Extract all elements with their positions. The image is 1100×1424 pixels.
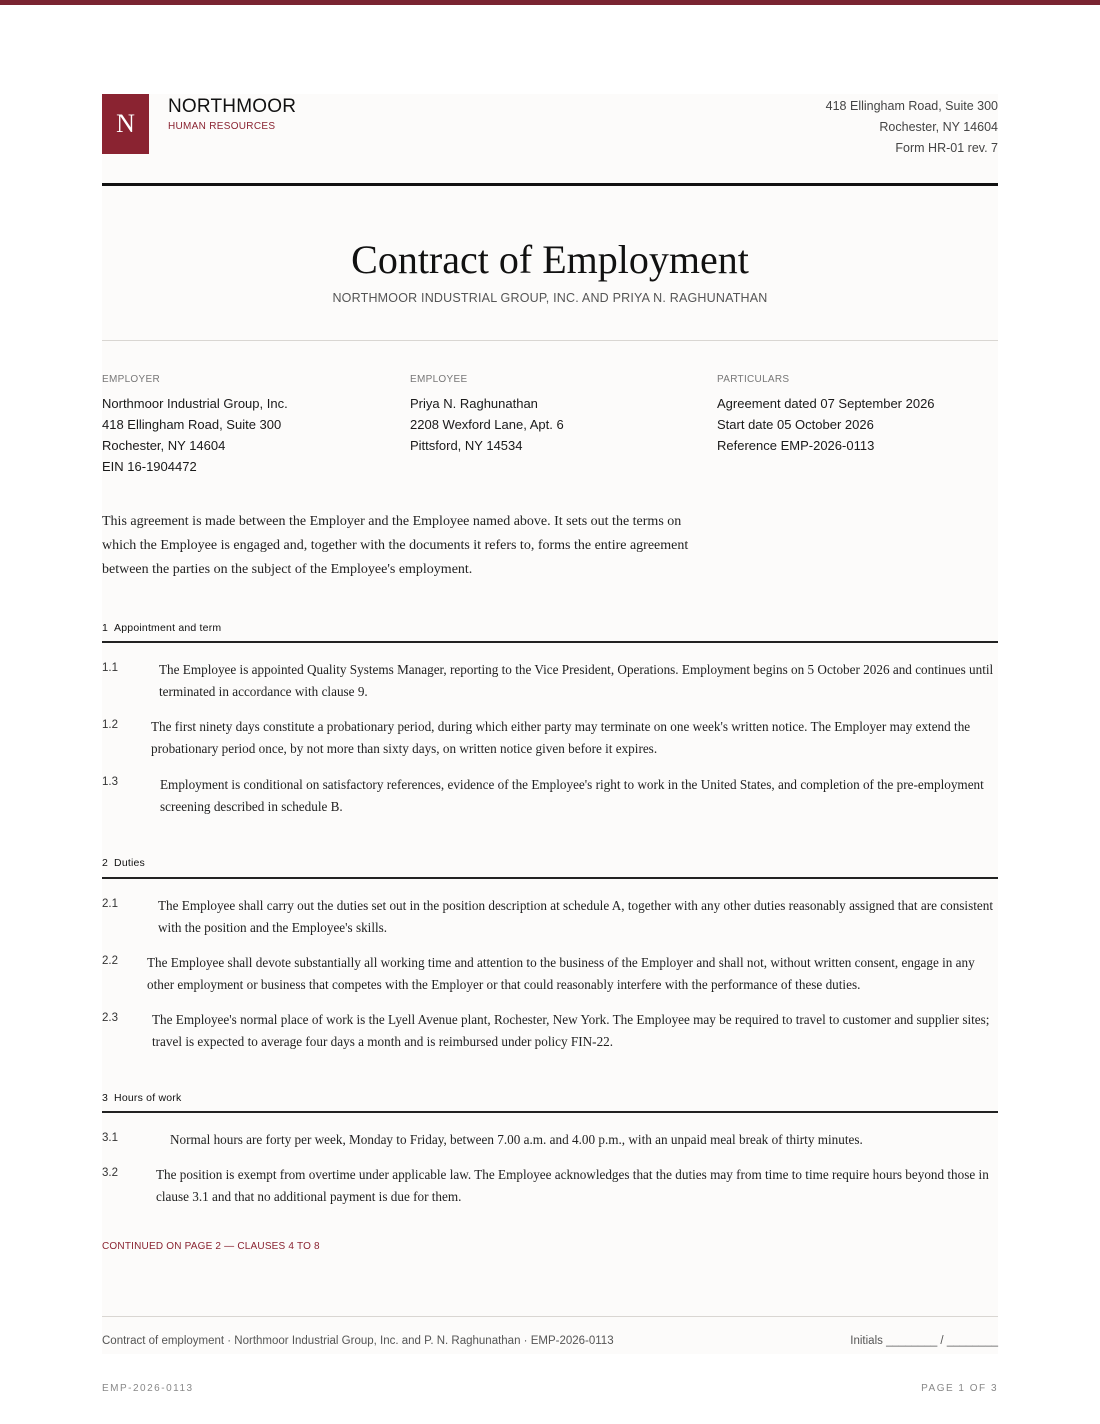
- employee-heading: EMPLOYEE: [410, 374, 468, 385]
- employer-line: EIN 16-1904472: [102, 459, 197, 474]
- section-heading: [102, 857, 151, 869]
- clause-number: 2.2: [102, 955, 118, 967]
- intro-paragraph: This agreement is made between the Employer and the Employee named above. It sets out the terms on which the Employee is engaged and, together with the documents it refers to, forms the entire agreement between the parties on the subject of the Employee's employment.: [102, 514, 689, 577]
- clause-text: The Employee shall devote substantially all working time and attention to the business of the Employer and shall not, without written consent, engage in any other employment or business that competes with the Employer or that could reasonably interfere with the performance of these duties.: [147, 955, 975, 992]
- document-reference: EMP-2026-0113: [102, 1383, 194, 1394]
- section-title: Hours of work: [114, 1092, 182, 1104]
- employee-line: 2208 Wexford Lane, Apt. 6: [410, 417, 564, 432]
- clause-number: 1.2: [102, 719, 118, 731]
- footer-divider: [102, 1316, 998, 1317]
- page-number: PAGE 1 OF 3: [921, 1383, 998, 1394]
- clause-text: The Employee shall carry out the duties set out in the position description at schedule A, together with any other duties reasonably assigned that are consistent with the position and the Employee's skills.: [158, 898, 993, 935]
- top-accent-bar: [0, 0, 1100, 5]
- header-address-line: 418 Ellingham Road, Suite 300: [825, 99, 998, 113]
- employee-line: Priya N. Raghunathan: [410, 396, 538, 411]
- employer-heading: EMPLOYER: [102, 374, 160, 385]
- employee-line: Pittsford, NY 14534: [410, 438, 523, 453]
- section-title: Duties: [114, 857, 146, 869]
- header-address-line: Rochester, NY 14604: [879, 120, 998, 134]
- company-name: NORTHMOOR: [168, 96, 297, 117]
- clause-text: The Employee is appointed Quality Systems Manager, reporting to the Vice President, Operations. Employment begins on 5 October 2026 and continues until terminated in accordance with clause 9.: [159, 662, 994, 699]
- section-rule: [102, 641, 998, 643]
- company-logo: N: [102, 94, 149, 154]
- divider: [102, 340, 998, 341]
- clause-text: Employment is conditional on satisfactory references, evidence of the Employee's right to work in the United States, and completion of the pre-employment screening described in schedule B.: [160, 777, 984, 814]
- employer-line: 418 Ellingham Road, Suite 300: [102, 417, 282, 432]
- clause-number: 1.3: [102, 776, 118, 788]
- header-rule: [102, 183, 998, 186]
- section-number: 2: [102, 857, 109, 869]
- clause-number: 2.3: [102, 1012, 118, 1024]
- clause-number: 3.2: [102, 1167, 118, 1179]
- section-number: 3: [102, 1092, 109, 1104]
- clause-text: Normal hours are forty per week, Monday to Friday, between 7.00 a.m. and 4.00 p.m., with an unpaid meal break of thirty minutes.: [170, 1132, 863, 1147]
- clause-text: The position is exempt from overtime under applicable law. The Employee acknowledges that the duties may from time to time require hours beyond those in clause 3.1 and that no additional payment is due for them.: [156, 1167, 989, 1204]
- section-rule: [102, 877, 998, 879]
- header-form-number: Form HR-01 rev. 7: [895, 141, 998, 155]
- clause-text: The first ninety days constitute a probationary period, during which either party may terminate on one week's written notice. The Employer may extend the probationary period once, by not more than sixty days, on written notice given before it expires.: [151, 719, 971, 756]
- employer-line: Rochester, NY 14604: [102, 438, 226, 453]
- clause-text: The Employee's normal place of work is the Lyell Avenue plant, Rochester, New York. The Employee may be required to travel to customer and supplier sites; travel is expected to average four days a month and is reimbursed under policy FIN-22.: [152, 1012, 990, 1049]
- clause-number: 3.1: [102, 1132, 118, 1144]
- particulars-line: Agreement dated 07 September 2026: [717, 396, 935, 411]
- section-heading: [102, 622, 227, 634]
- particulars-line: Start date 05 October 2026: [717, 417, 874, 432]
- initials-field[interactable]: Initials ________ / ________: [850, 1335, 998, 1347]
- document-subtitle: NORTHMOOR INDUSTRIAL GROUP, INC. AND PRIYA N. RAGHUNATHAN: [332, 291, 768, 305]
- document-title: Contract of Employment: [351, 237, 749, 282]
- clause-number: 2.1: [102, 898, 118, 910]
- employer-line: Northmoor Industrial Group, Inc.: [102, 396, 288, 411]
- section-heading: [102, 1092, 187, 1104]
- section-rule: [102, 1111, 998, 1113]
- particulars-heading: PARTICULARS: [717, 374, 790, 385]
- section-number: 1: [102, 622, 109, 634]
- footer-summary: Contract of employment · Northmoor Industrial Group, Inc. and P. N. Raghunathan · EMP-2026-0113: [102, 1335, 614, 1347]
- section-title: Appointment and term: [114, 622, 222, 634]
- clause-number: 1.1: [102, 662, 118, 674]
- particulars-line: Reference EMP-2026-0113: [717, 438, 875, 453]
- company-department: HUMAN RESOURCES: [168, 121, 276, 132]
- continued-note: CONTINUED ON PAGE 2 — CLAUSES 4 TO 8: [102, 1241, 320, 1252]
